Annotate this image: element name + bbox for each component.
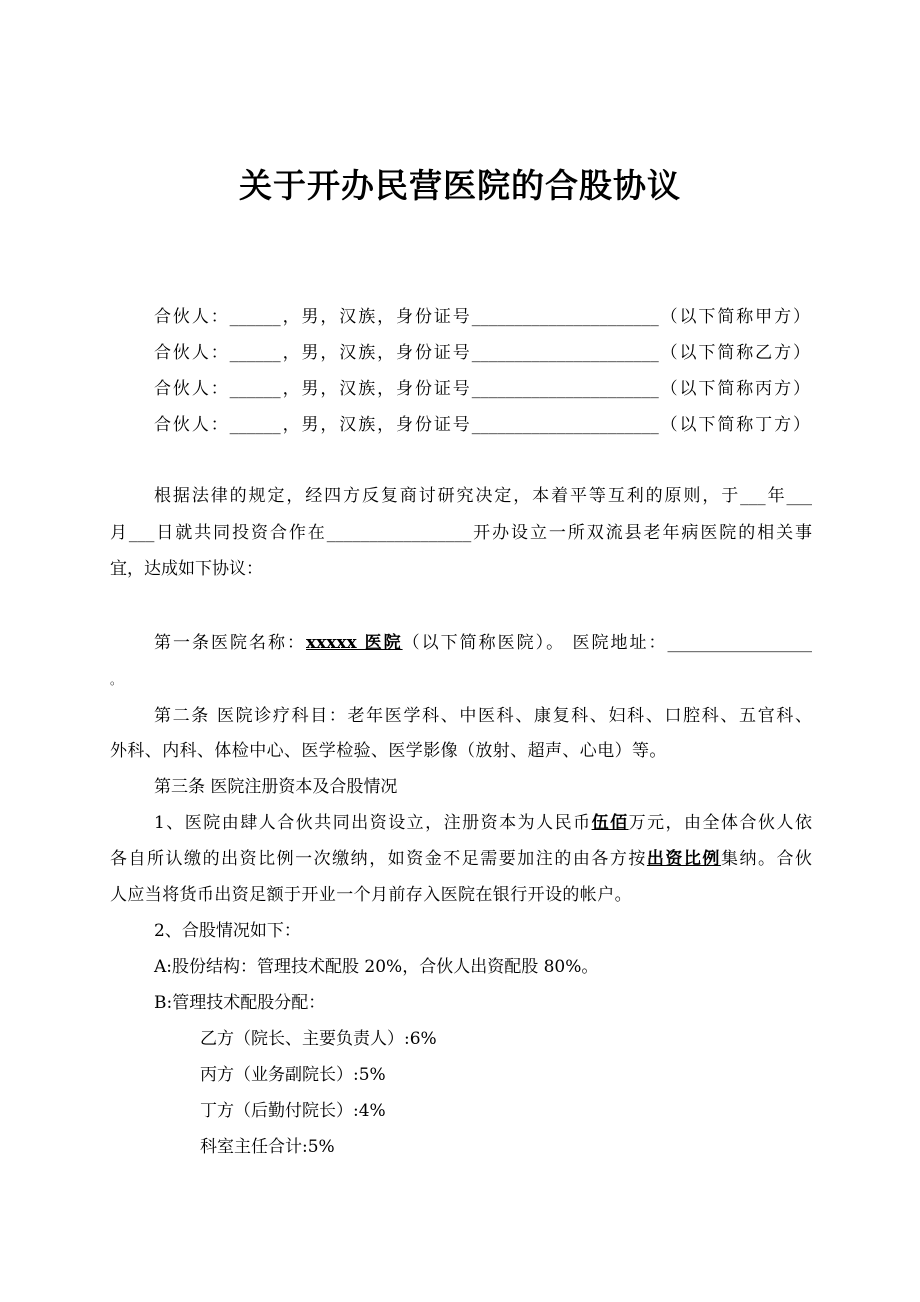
allocation-item: 科室主任合计:5% (200, 1137, 335, 1157)
text: 万元，由全体合伙人依 (628, 813, 812, 833)
article3-p2: 2、合股情况如下： (154, 921, 301, 941)
article2-line: 外科、内科、体检中心、医学检验、医学影像（放射、超声、心电）等。 (110, 741, 667, 761)
article3-p1-line: 人应当将货币出资足额于开业一个月前存入医院在银行开设的帐户。 (110, 885, 632, 905)
partner-line: 合伙人：______，男，汉族，身份证号______________________（以下简称乙方） (154, 343, 810, 363)
preamble-line: 宜，达成如下协议： (110, 559, 263, 579)
article1-end: 。 (110, 673, 123, 687)
document-title: 关于开办民营医院的合股协议 (239, 166, 681, 205)
article1-prefix: 第一条医院名称： (154, 633, 306, 653)
partner-line: 合伙人：______，男，汉族，身份证号______________________（以下简称甲方） (154, 307, 810, 327)
article1-line (154, 631, 812, 655)
hospital-name: xxxxx 医院 (306, 633, 403, 653)
preamble-line: 月___日就共同投资合作在_________________开办设立一所双流县老年病医院的相关事 (110, 523, 812, 543)
share-allocation-heading: B:管理技术配股分配： (154, 993, 326, 1013)
preamble-line: 根据法律的规定，经四方反复商讨研究决定，本着平等互利的原则，于___年___ (154, 486, 812, 506)
text: 集纳。合伙 (720, 849, 813, 869)
allocation-item: 乙方（院长、主要负责人）:6% (200, 1029, 437, 1049)
share-structure: A:股份结构：管理技术配股 20%，合伙人出资配股 80%。 (154, 957, 599, 977)
allocation-item: 丙方（业务副院长）:5% (200, 1065, 386, 1085)
article3-p1-line (154, 811, 812, 835)
article2-line: 第二条 医院诊疗科目：老年医学科、中医科、康复科、妇科、口腔科、五官科、 (154, 706, 812, 726)
contribution-ratio: 出资比例 (646, 849, 721, 869)
article1-suffix: （以下简称医院）。 医院地址：_________________ (402, 633, 812, 653)
partner-line: 合伙人：______，男，汉族，身份证号______________________（以下简称丙方） (154, 379, 810, 399)
article3-heading: 第三条 医院注册资本及合股情况 (154, 777, 398, 797)
text: 1、医院由肆人合伙共同出资设立，注册资本为人民币 (154, 813, 592, 833)
registered-capital: 伍佰 (591, 813, 629, 833)
text: 各自所认缴的出资比例一次缴纳，如资金不足需要加注的由各方按 (110, 849, 647, 869)
allocation-item: 丁方（后勤付院长）:4% (200, 1101, 386, 1121)
article3-p1-line (110, 847, 812, 871)
partner-line: 合伙人：______，男，汉族，身份证号______________________（以下简称丁方） (154, 415, 810, 435)
